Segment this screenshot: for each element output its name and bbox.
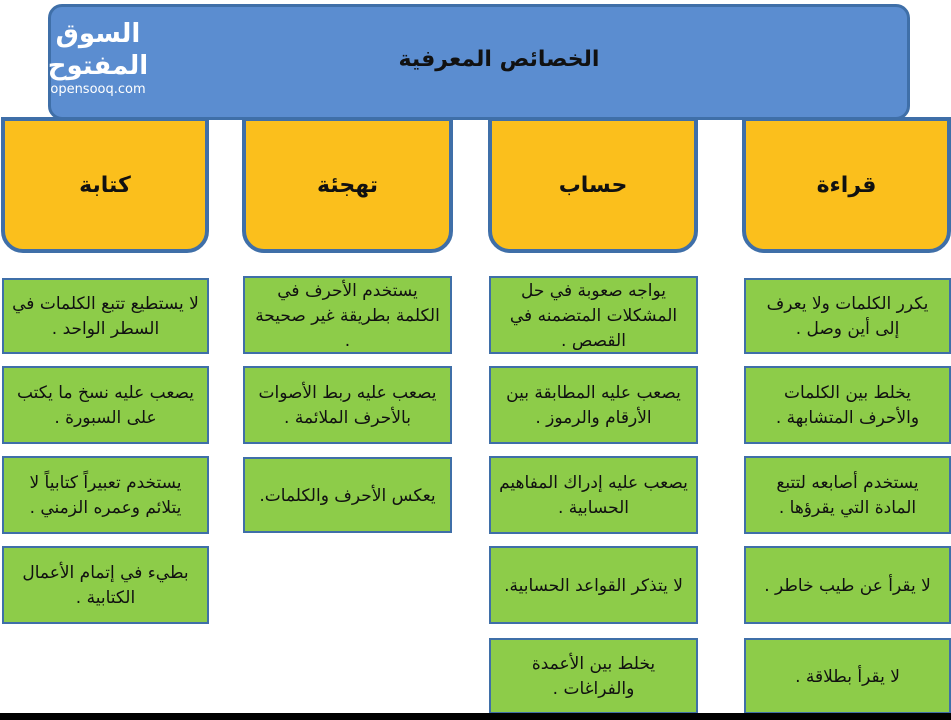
opensooq-watermark-logo: [18, 18, 178, 97]
writing-item: [2, 366, 209, 444]
arithmetic-item: [489, 366, 698, 444]
category-label: حساب: [558, 172, 628, 198]
item-text: يخلط بين الأعمدة والفراغات .: [531, 654, 656, 699]
item-text: يخلط بين الكلمات والأحرف المتشابهة .: [775, 383, 920, 428]
category-reading: [742, 117, 951, 253]
item-text: يصعب عليه ربط الأصوات بالأحرف الملائمة .: [258, 383, 437, 428]
arithmetic-item: [489, 456, 698, 534]
writing-item: [2, 456, 209, 534]
item-text: يكرر الكلمات ولا يعرف إلى أين وصل .: [766, 294, 929, 339]
writing-item: [2, 546, 209, 624]
item-text: يصعب عليه المطابقة بين الأرقام والرموز .: [506, 383, 681, 428]
item-text: يعكس الأحرف والكلمات.: [259, 485, 436, 506]
category-spelling: [242, 117, 453, 253]
item-text: لا يقرأ بطلاقة .: [795, 666, 900, 687]
watermark-arabic-text: السوق المفتوح: [47, 19, 149, 81]
item-text: لا يستطيع تتبع الكلمات في السطر الواحد .: [12, 294, 199, 339]
arithmetic-item: [489, 276, 698, 354]
item-text: يستخدم تعبيراً كتابياً لا يتلائم وعمره الزمني .: [29, 473, 182, 518]
watermark-latin-text: opensooq.com: [50, 82, 146, 97]
reading-item: [744, 546, 951, 624]
item-text: لا يتذكر القواعد الحسابية.: [504, 575, 683, 596]
arithmetic-item: [489, 638, 698, 714]
item-text: يصعب عليه نسخ ما يكتب على السبورة .: [16, 383, 195, 428]
diagram-title: الخصائص المعرفية: [398, 46, 600, 72]
category-label: تهجئة: [317, 172, 378, 198]
spelling-item: [243, 457, 452, 533]
spelling-item: [243, 276, 452, 354]
bottom-edge-bar: [0, 713, 951, 720]
writing-item: [2, 278, 209, 354]
item-text: يستخدم أصابعه لتتبع المادة التي يقرؤها .: [776, 473, 919, 518]
reading-item: [744, 278, 951, 354]
category-writing: [1, 117, 209, 253]
category-arithmetic: [488, 117, 698, 253]
spelling-item: [243, 366, 452, 444]
category-label: قراءة: [816, 172, 877, 198]
item-text: يواجه صعوبة في حل المشكلات المتضمنه في القصص .: [509, 280, 678, 351]
reading-item: [744, 456, 951, 534]
item-text: بطيء في إتمام الأعمال الكتابية .: [22, 563, 189, 608]
category-label: كتابة: [79, 172, 131, 198]
reading-item: [744, 366, 951, 444]
item-text: يستخدم الأحرف في الكلمة بطريقة غير صحيحة .: [255, 280, 440, 351]
item-text: يصعب عليه إدراك المفاهيم الحسابية .: [499, 473, 688, 518]
item-text: لا يقرأ عن طيب خاطر .: [764, 575, 931, 596]
reading-item: [744, 638, 951, 714]
arithmetic-item: [489, 546, 698, 624]
